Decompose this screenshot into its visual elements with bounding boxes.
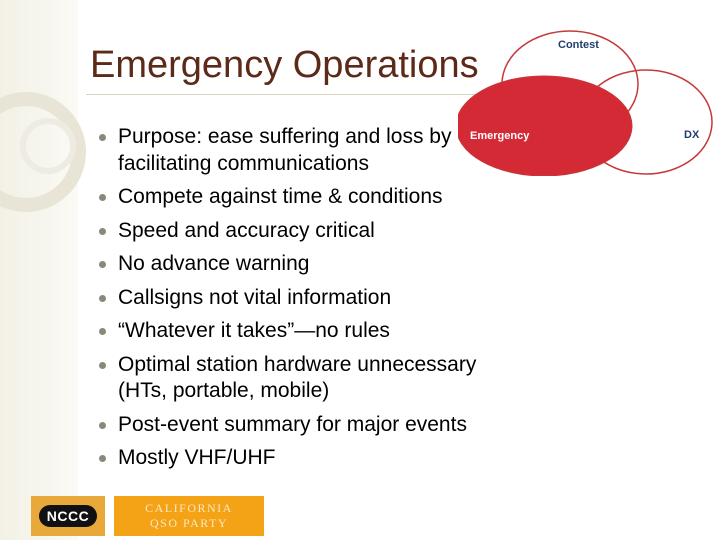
left-decor-band: [0, 0, 78, 540]
bullet-item: No advance warning: [98, 251, 538, 278]
bullet-item: Post-event summary for major events: [98, 412, 538, 439]
bullet-item: Optimal station hardware unnecessary (HTs, portable, mobile): [98, 352, 538, 405]
bullet-item: Purpose: ease suffering and loss by facilitating communications: [98, 124, 538, 177]
emergency-label: Emergency: [470, 130, 530, 142]
bullet-dot-icon: [99, 455, 106, 462]
bullet-dot-icon: [99, 261, 106, 268]
bullet-item: “Whatever it takes”—no rules: [98, 318, 538, 345]
bullet-dot-icon: [99, 422, 106, 429]
bullet-item: Speed and accuracy critical: [98, 218, 538, 245]
dx-label: DX: [684, 129, 700, 141]
bullet-dot-icon: [99, 295, 106, 302]
decor-ring-small: [20, 118, 76, 174]
bullet-dot-icon: [99, 194, 106, 201]
qso-logo-line2: QSO PARTY: [149, 516, 229, 530]
nccc-logo: [31, 496, 105, 536]
california-qso-party-logo: [114, 496, 264, 536]
bullet-dot-icon: [99, 134, 106, 141]
contest-label: Contest: [558, 39, 599, 51]
qso-logo-line1: CALIFORNIA: [145, 501, 233, 515]
bullet-dot-icon: [99, 328, 106, 335]
nccc-logo-text: NCCC: [39, 505, 97, 527]
bullet-item: Compete against time & conditions: [98, 184, 538, 211]
bullet-item: Mostly VHF/UHF: [98, 445, 538, 472]
bullet-list: [98, 124, 538, 479]
bullet-dot-icon: [99, 362, 106, 369]
bullet-dot-icon: [99, 228, 106, 235]
slide-title: Emergency Operations: [90, 44, 479, 86]
bullet-item: Callsigns not vital information: [98, 285, 538, 312]
